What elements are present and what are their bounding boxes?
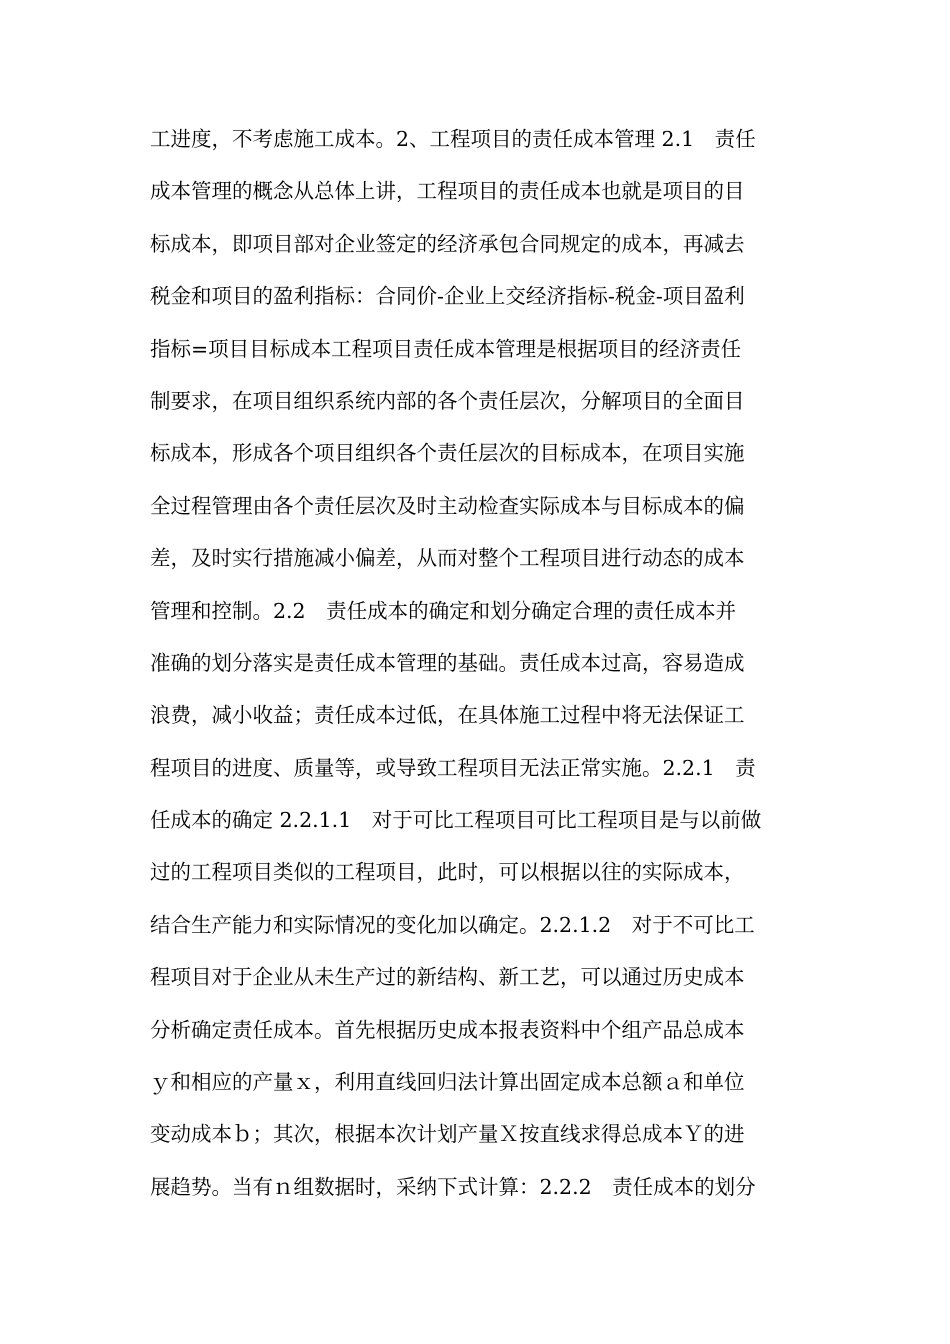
text-line: 浪费，减小收益；责任成本过低，在具体施工过程中将无法保证工 bbox=[150, 703, 745, 728]
text-line: 任成本的确定 2.2.1.1 对于可比工程项目可比工程项目是与以前做 bbox=[150, 808, 762, 833]
text-line: 全过程管理由各个责任层次及时主动检查实际成本与目标成本的偏 bbox=[150, 493, 745, 518]
text-line: 展趋势。当有ｎ组数据时，采纳下式计算：2.2.2 责任成本的划分 bbox=[150, 1174, 756, 1199]
text-line: 差，及时实行措施减小偏差，从而对整个工程项目进行动态的成本 bbox=[150, 546, 745, 571]
text-line: ｙ和相应的产量ｘ，利用直线回归法计算出固定成本总额ａ和单位 bbox=[150, 1070, 745, 1095]
text-line: 过的工程项目类似的工程项目，此时，可以根据以往的实际成本， bbox=[150, 860, 745, 885]
text-line: 准确的划分落实是责任成本管理的基础。责任成本过高，容易造成 bbox=[150, 650, 745, 675]
text-line: 指标=项目目标成本工程项目责任成本管理是根据项目的经济责任 bbox=[150, 336, 742, 361]
text-line: 成本管理的概念从总体上讲，工程项目的责任成本也就是项目的目 bbox=[150, 179, 745, 204]
body-text bbox=[150, 113, 810, 1213]
text-line: 工进度，不考虑施工成本。2、工程项目的责任成本管理 2.1 责任 bbox=[150, 127, 756, 151]
text-line: 变动成本ｂ；其次，根据本次计划产量Ｘ按直线求得总成本Ｙ的进 bbox=[150, 1122, 745, 1147]
text-line: 税金和项目的盈利指标：合同价-企业上交经济指标-税金-项目盈利 bbox=[150, 284, 745, 309]
text-line: 分析确定责任成本。首先根据历史成本报表资料中个组产品总成本 bbox=[150, 1017, 745, 1042]
text-line: 程项目对于企业从未生产过的新结构、新工艺，可以通过历史成本 bbox=[150, 965, 745, 990]
text-line: 标成本，形成各个项目组织各个责任层次的目标成本，在项目实施 bbox=[150, 441, 745, 466]
text-line: 管理和控制。2.2 责任成本的确定和划分确定合理的责任成本并 bbox=[150, 598, 737, 623]
text-line: 结合生产能力和实际情况的变化加以确定。2.2.1.2 对于不可比工 bbox=[150, 912, 755, 937]
text-line: 标成本，即项目部对企业签定的经济承包合同规定的成本，再减去 bbox=[150, 231, 745, 256]
text-line: 制要求，在项目组织系统内部的各个责任层次，分解项目的全面目 bbox=[150, 388, 745, 413]
text-line: 程项目的进度、质量等，或导致工程项目无法正常实施。2.2.1 责 bbox=[150, 755, 756, 780]
